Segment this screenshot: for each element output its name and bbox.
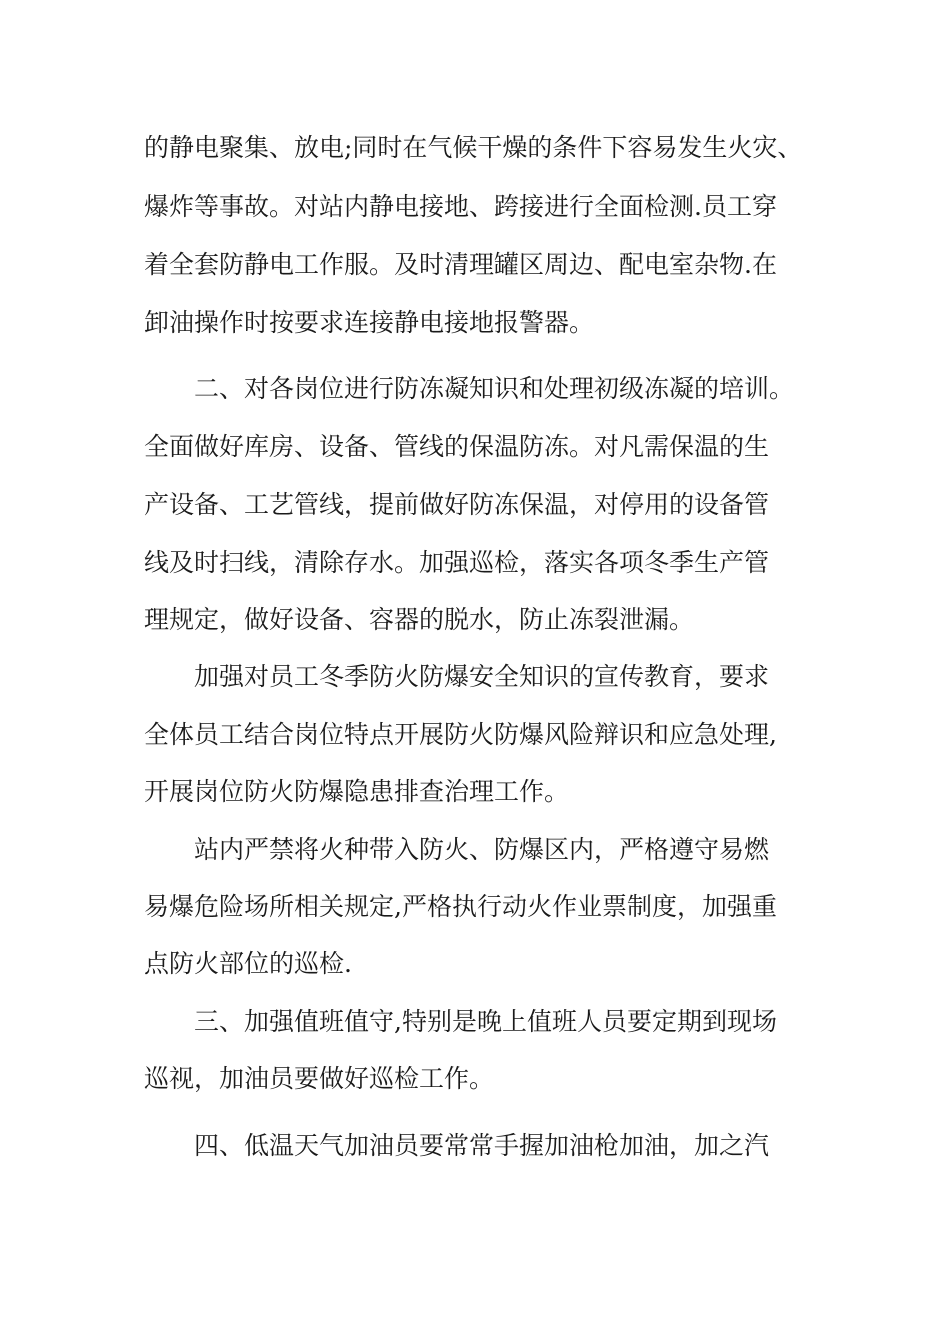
text-line: 全体员工结合岗位特点开展防火防爆风险辩识和应急处理, bbox=[144, 720, 777, 749]
text-line: 加强对员工冬季防火防爆安全知识的宣传教育，要求 bbox=[194, 662, 770, 691]
text-line: 理规定，做好设备、容器的脱水，防止冻裂泄漏。 bbox=[144, 605, 695, 634]
text-line: 全面做好库房、设备、管线的保温防冻。对凡需保温的生 bbox=[144, 432, 770, 461]
text-line: 产设备、工艺管线，提前做好防冻保温，对停用的设备管 bbox=[144, 490, 770, 519]
text-line: 巡视，加油员要做好巡检工作。 bbox=[144, 1064, 495, 1093]
text-line: 的静电聚集、放电;同时在气候干燥的条件下容易发生火灾、 bbox=[144, 133, 803, 162]
text-line: 开展岗位防火防爆隐患排查治理工作。 bbox=[144, 777, 570, 806]
text-line: 爆炸等事故。对站内静电接地、跨接进行全面检测.员工穿 bbox=[144, 192, 777, 221]
text-line: 四、低温天气加油员要常常手握加油枪加油，加之汽 bbox=[194, 1131, 770, 1160]
text-line: 易爆危险场所相关规定,严格执行动火作业票制度，加强重 bbox=[144, 892, 777, 921]
text-line: 线及时扫线，清除存水。加强巡检，落实各项冬季生产管 bbox=[144, 548, 770, 577]
text-line: 二、对各岗位进行防冻凝知识和处理初级冻凝的培训。 bbox=[194, 374, 795, 403]
text-line: 三、加强值班值守,特别是晚上值班人员要定期到现场 bbox=[194, 1007, 777, 1036]
text-line: 站内严禁将火种带入防火、防爆区内，严格遵守易燃 bbox=[194, 835, 770, 864]
text-line: 卸油操作时按要求连接静电接地报警器。 bbox=[144, 308, 595, 337]
text-line: 着全套防静电工作服。及时清理罐区周边、配电室杂物.在 bbox=[144, 250, 777, 279]
text-line: 点防火部位的巡检. bbox=[144, 949, 352, 978]
